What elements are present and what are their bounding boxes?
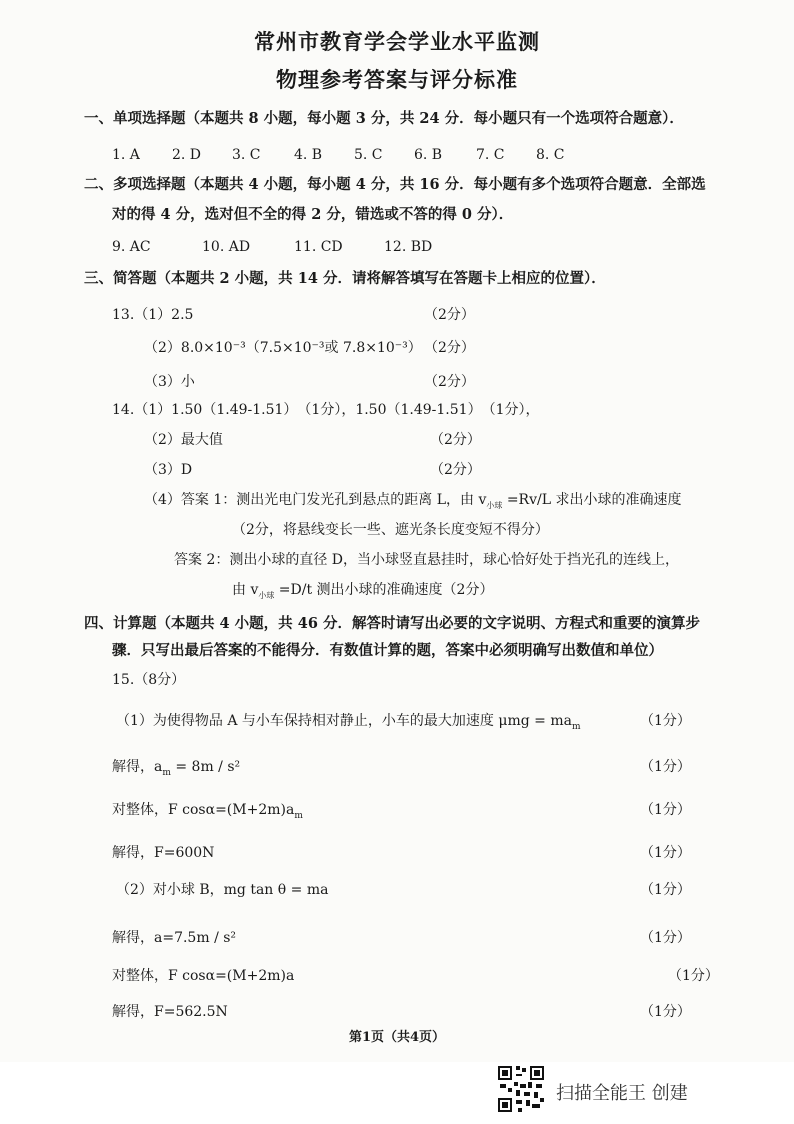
q15-step-score: （1分） (640, 759, 691, 775)
q15-step-score: （1分） (640, 930, 691, 946)
q13-2: （2）8.0×10⁻³（7.5×10⁻³或 7.8×10⁻³） (144, 340, 422, 356)
q15-step-score: （1分） (640, 845, 691, 861)
q13-1: 13.（1）2.5 (112, 307, 194, 323)
q15-step: （1）为使得物品 A 与小车保持相对静止，小车的最大加速度 $\mu mg = ma_m$ (116, 713, 581, 732)
qr-code-icon (496, 1064, 546, 1114)
q14-4-answer2: 答案 2：测出小球的直径 D，当小球竖直悬挂时，球心恰好处于挡光孔的连线上， (174, 552, 680, 568)
page-number: 第1页（共4页） (348, 1030, 446, 1045)
q13-1-score: （2分） (424, 307, 475, 323)
section-2-heading: 二、多项选择题（本题共 4 小题，每小题 4 分，共 16 分．每小题有多个选项符合题意．全部选 (84, 176, 706, 193)
q14-4-answer1-note: （2分，将悬线变长一些、遮光条长度变短不得分） (232, 522, 549, 538)
q15-step: 解得，$a_m = 8m / s^2$ (112, 759, 241, 778)
section-4-heading-cont: 骤．只写出最后答案的不能得分．有数值计算的题，答案中必须明确写出数值和单位） (112, 642, 663, 659)
q15-title: 15.（8分） (112, 672, 186, 688)
q14-4-answer2-cont: 由 $v_{小球} =D/t$ 测出小球的准确速度（2分） (232, 582, 494, 600)
section-3-heading: 三、简答题（本题共 2 小题，共 14 分．请将解答填写在答题卡上相应的位置）． (84, 270, 606, 287)
section-4-heading: 四、计算题（本题共 4 小题，共 46 分．解答时请写出必要的文字说明、方程式和重要的演算步 (84, 615, 700, 632)
q13-2-score: （2分） (424, 340, 475, 356)
section-2-heading-cont: 对的得 4 分，选对但不全的得 2 分，错选或不答的得 0 分）． (112, 206, 514, 223)
page-title: 常州市教育学会学业水平监测 (254, 29, 540, 54)
q15-step-score: （1分） (668, 968, 719, 984)
q15-step: 解得，F=600N (112, 845, 215, 861)
q15-step: （2）对小球 B，mg tan θ = ma (116, 882, 329, 898)
s1-answer: 1. A (112, 147, 140, 163)
s2-answer: 12. BD (384, 239, 433, 255)
s2-answer: 10. AD (202, 239, 251, 255)
q14-3-score: （2分） (430, 462, 481, 478)
q15-step: 对整体，F $\cos\alpha=(M+2m)a_m$ (112, 802, 303, 821)
q15-step: 解得，a=7.5m / s² (112, 930, 237, 946)
q15-step-score: （1分） (640, 802, 691, 818)
q14-1: 14.（1）1.50（1.49-1.51） （1分），1.50（1.49-1.51） （1分）， (112, 402, 540, 418)
s1-answer: 8. C (536, 147, 565, 163)
s1-answer: 7. C (476, 147, 505, 163)
s1-answer: 3. C (232, 147, 261, 163)
scanner-brand-text: 扫描全能王 创建 (556, 1083, 688, 1104)
q14-2-score: （2分） (430, 432, 481, 448)
q15-step: 对整体，F cosα=(M+2m)a (112, 968, 295, 984)
section-1-heading: 一、单项选择题（本题共 8 小题，每小题 3 分，共 24 分．每小题只有一个选项符合题意）． (84, 110, 684, 127)
q13-3: （3）小 (144, 374, 195, 390)
q15-step-score: （1分） (640, 713, 691, 729)
q14-4-answer1: （4）答案 1：测出光电门发光孔到悬点的距离 L，由 $v_{小球} =Rv/L$ 求出小球的准确速度 (144, 492, 682, 510)
s1-answer: 6. B (414, 147, 443, 163)
s1-answer: 2. D (172, 147, 202, 163)
s1-answer: 5. C (354, 147, 383, 163)
q14-3: （3）D (144, 462, 193, 478)
q15-step: 解得，F=562.5N (112, 1004, 228, 1020)
q14-2: （2）最大值 (144, 432, 223, 448)
s2-answer: 11. CD (294, 239, 343, 255)
s1-answer: 4. B (294, 147, 323, 163)
q13-3-score: （2分） (424, 374, 475, 390)
q15-step-score: （1分） (640, 882, 691, 898)
page-subtitle: 物理参考答案与评分标准 (276, 67, 518, 92)
s2-answer: 9. AC (112, 239, 151, 255)
q15-step-score: （1分） (640, 1004, 691, 1020)
